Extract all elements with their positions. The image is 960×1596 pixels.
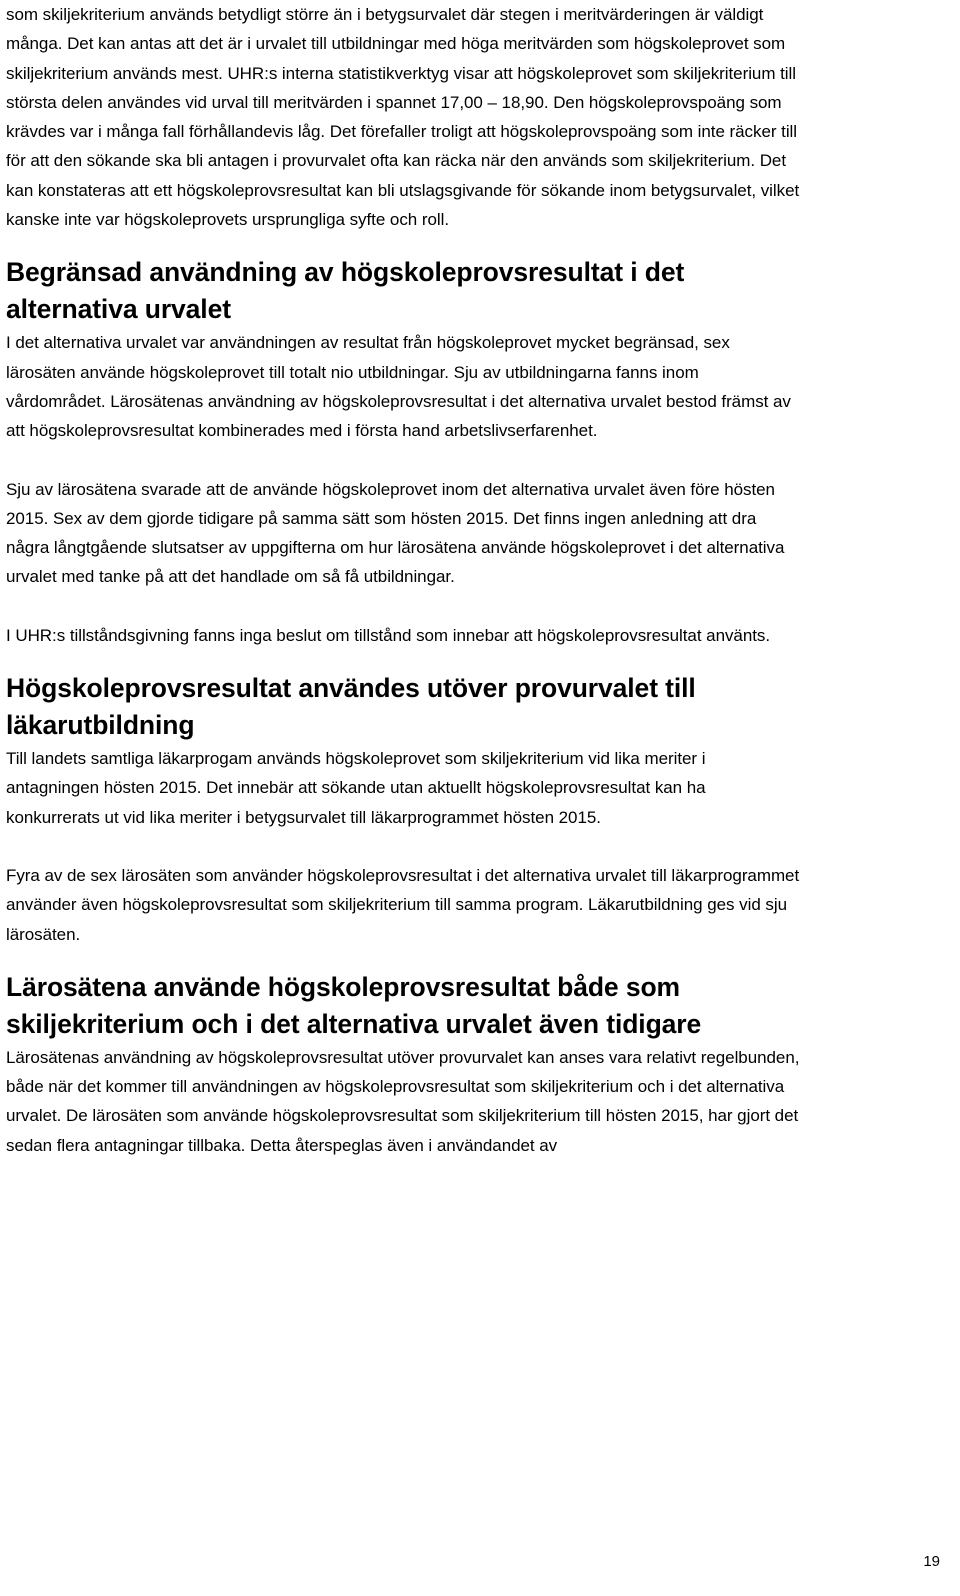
spacer — [6, 592, 802, 621]
document-page — [6, 0, 802, 1160]
page-number: 19 — [923, 1553, 940, 1570]
section-heading-alternativa-urvalet: Begränsad användning av högskoleprovsresultat i det alternativa urvalet — [6, 257, 685, 325]
paragraph: I UHR:s tillståndsgivning fanns inga beslut om tillstånd som innebar att högskoleprovsresultat använts. — [6, 625, 771, 645]
paragraph: Till landets samtliga läkarprogam används högskoleprovet som skiljekriterium vid lika meriter i antagningen hösten 2015. Det innebär att sökande utan aktuellt högskoleprovsresultat kan ha konkurrerats ut vid lika meriter i betygsurvalet till läkarprogrammet hösten 2015. — [6, 749, 706, 827]
spacer — [6, 650, 802, 670]
paragraph: I det alternativa urvalet var användningen av resultat från högskoleprovet mycket begränsad, sex lärosäten använde högskoleprovet till totalt nio utbildningar. Sju av utbildningarna fanns inom vårdområdet. Lärosätenas användning av högskoleprovsresultat i det alternativa urvalet bestod främst av att högskoleprovsresultat kombinerades med i första hand arbetslivserfarenhet. — [6, 333, 791, 441]
spacer — [6, 446, 802, 475]
section-heading-tidigare: Lärosätena använde högskoleprovsresultat både som skiljekriterium och i det alternativa urvalet även tidigare — [6, 971, 702, 1039]
section-heading-lakarutbildning: Högskoleprovsresultat användes utöver provurvalet till läkarutbildning — [6, 673, 696, 741]
spacer — [6, 949, 802, 969]
spacer — [6, 832, 802, 861]
intro-paragraph: som skiljekriterium används betydligt större än i betygsurvalet där stegen i meritvärderingen är väldigt många. Det kan antas att det är i urvalet till utbildningar med höga meritvärden som högskoleprovet som skiljekriterium används mest. UHR:s interna statistikverktyg visar att högskoleprovet som skiljekriterium till största delen användes vid urval till meritvärden i spannet 17,00 – 18,90. Den högskoleprovspoäng som krävdes var i många fall förhållandevis låg. Det förefaller troligt att högskoleprovspoäng som inte räcker till för att den sökande ska bli antagen i provurvalet ofta kan räcka när den används som skiljekriterium. Det kan konstateras att ett högskoleprovsresultat kan bli utslagsgivande för sökande inom betygsurvalet, vilket kanske inte var högskoleprovets ursprungliga syfte och roll. — [6, 5, 800, 230]
paragraph: Sju av lärosätena svarade att de använde högskoleprovet inom det alternativa urvalet även före hösten 2015. Sex av dem gjorde tidigare på samma sätt som hösten 2015. Det finns ingen anledning att dra några långtgående slutsatser av uppgifterna om hur lärosätena använde högskoleprovet i det alternativa urvalet med tanke på att det handlade om så få utbildningar. — [6, 479, 785, 587]
paragraph: Lärosätenas användning av högskoleprovsresultat utöver provurvalet kan anses vara relativt regelbunden, både när det kommer till användningen av högskoleprovsresultat som skiljekriterium och i det alternativa urvalet. De lärosäten som använde högskoleprovsresultat som skiljekriterium till hösten 2015, har gjort det sedan flera antagningar tillbaka. Detta återspeglas även i användandet av — [6, 1047, 800, 1155]
paragraph: Fyra av de sex lärosäten som använder högskoleprovsresultat i det alternativa urvalet till läkarprogrammet använder även högskoleprovsresultat som skiljekriterium till samma program. Läkarutbildning ges vid sju lärosäten. — [6, 865, 800, 944]
spacer — [6, 234, 802, 254]
